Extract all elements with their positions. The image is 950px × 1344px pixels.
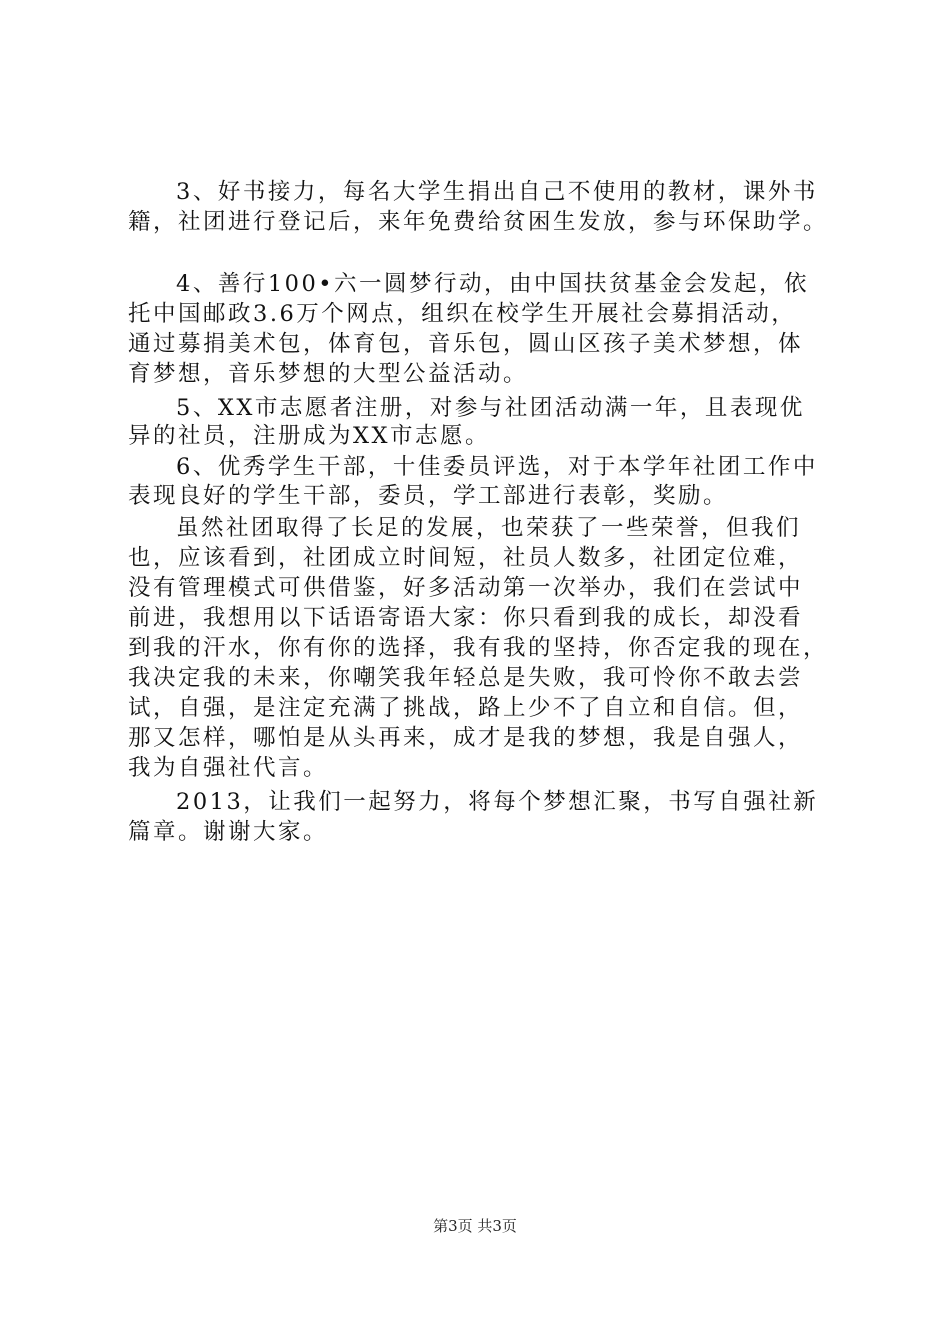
paragraph-line: 2013，让我们一起努力，将每个梦想汇聚，书写自强社新 (176, 789, 819, 815)
paragraph-line: 异的社员，注册成为XX市志愿。 (128, 423, 491, 449)
paragraph-line: 我为自强社代言。 (128, 755, 329, 781)
paragraph-line: 虽然社团取得了长足的发展，也荣获了一些荣誉，但我们 (176, 515, 802, 541)
paragraph-line: 表现良好的学生干部，委员，学工部进行表彰，奖励。 (128, 483, 729, 509)
paragraph-line: 也，应该看到，社团成立时间短，社员人数多，社团定位难， (128, 545, 804, 571)
paragraph-line: 籍，社团进行登记后，来年免费给贫困生发放，参与环保助学。 (128, 209, 829, 235)
paragraph-line: 那又怎样，哪怕是从头再来，成才是我的梦想，我是自强人， (128, 725, 804, 751)
paragraph-line: 前进，我想用以下话语寄语大家：你只看到我的成长，却没看 (128, 605, 804, 631)
paragraph-line: 托中国邮政3.6万个网点，组织在校学生开展社会募捐活动， (128, 301, 797, 327)
paragraph-line: 到我的汗水，你有你的选择，我有我的坚持，你否定我的现在， (128, 635, 829, 661)
paragraph-line: 试，自强，是注定充满了挑战，路上少不了自立和自信。但， (128, 695, 804, 721)
paragraph-line: 通过募捐美术包，体育包，音乐包，圆山区孩子美术梦想，体 (128, 331, 804, 357)
paragraph-line: 我决定我的未来，你嘲笑我年轻总是失败，我可怜你不敢去尝 (128, 665, 804, 691)
paragraph-line: 4、善行100•六一圆梦行动，由中国扶贫基金会发起，依 (176, 271, 810, 297)
paragraph-line: 育梦想，音乐梦想的大型公益活动。 (128, 361, 529, 387)
paragraph-line: 3、好书接力，每名大学生捐出自己不使用的教材，课外书 (176, 179, 818, 205)
paragraph-line: 6、优秀学生干部，十佳委员评选，对于本学年社团工作中 (176, 454, 818, 480)
paragraph-line: 5、XX市志愿者注册，对参与社团活动满一年，且表现优 (176, 395, 805, 421)
paragraph-line: 没有管理模式可供借鉴，好多活动第一次举办，我们在尝试中 (128, 575, 804, 601)
page-number-footer: 第3页 共3页 (433, 1217, 517, 1235)
paragraph-line: 篇章。谢谢大家。 (128, 819, 329, 845)
